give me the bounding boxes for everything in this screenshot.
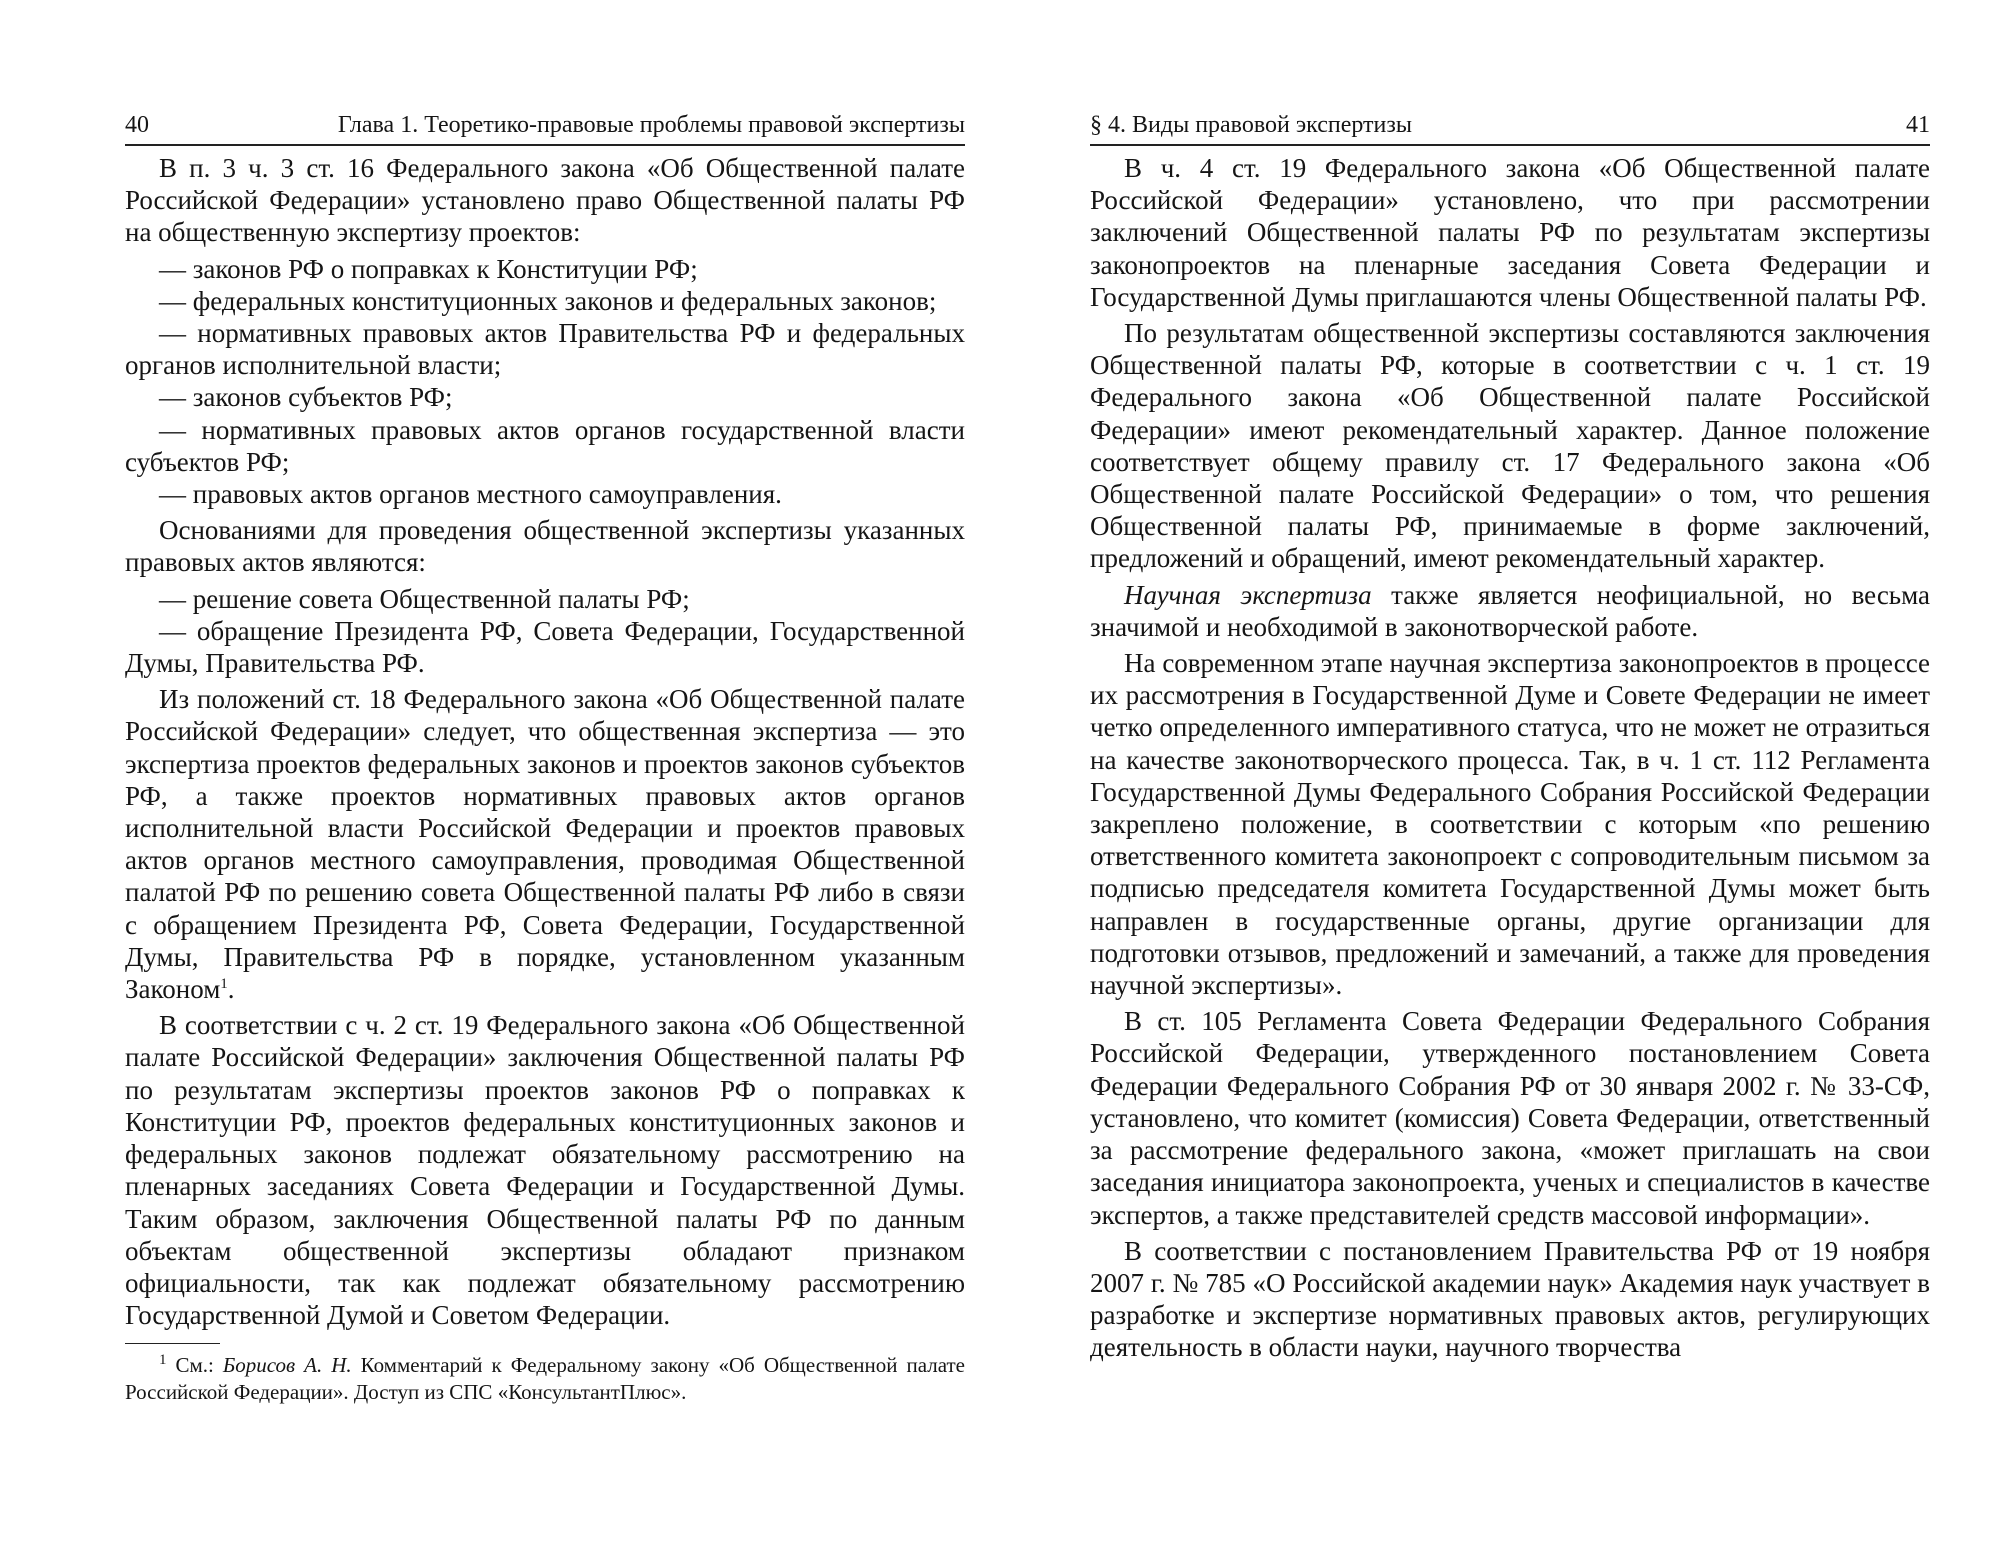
footnote-prefix: См.: xyxy=(175,1353,214,1378)
footnote-author: Борисов А. Н. xyxy=(222,1353,352,1378)
list-item: — законов РФ о поправках к Конституции РФ; xyxy=(159,253,698,284)
paragraph: В соответствии с ч. 2 ст. 19 Федерального закона «Об Общественной палате Российской Федерации» заключения Общественной палаты РФ по результатам экспертизы проектов законов РФ о поправках к Конституции РФ, проектов федеральных конституционных законов и федеральных законов подлежат обязательному рассмотрению на пленарных заседаниях Совета Федерации и Государственной Думы. Таким образом, заключения Общественной палаты РФ по данным объектам общественной экспертизы обладают признаком официальности, так как подлежат обязательному рассмотрению Государственной Думой и Советом Федерации. xyxy=(125,1010,965,1331)
list-item: — решение совета Общественной палаты РФ; xyxy=(159,583,690,614)
left-running-head xyxy=(125,110,965,146)
list-item: — нормативных правовых актов органов государственной власти субъектов РФ; xyxy=(125,414,965,477)
paragraph: Основаниями для проведения общественной экспертизы указанных правовых актов являются: xyxy=(125,515,965,578)
footnote-marker: 1 xyxy=(159,1352,167,1369)
footnote-text: Комментарий к Федеральному закону «Об Общественной палате Российской Федерации». Доступ из СПС «КонсультантПлюс». xyxy=(125,1353,965,1405)
paragraph: На современном этапе научная экспертиза законопроектов в процессе их рассмотрения в Государственной Думе и Совете Федерации не имеет четко определенного императивного статуса, что не может не отразиться на качестве законотворческого процесса. Так, в ч. 1 ст. 112 Регламента Государственной Думы Федерального Собрания Российской Федерации закреплено положение, в соответствии с которым «по решению ответственного комитета законопроект с сопроводительным письмом за подписью председателя комитета Государственной Думы может быть направлен в государственные органы, другие организации для подготовки отзывов, предложений и замечаний, а также для проведения научной экспертизы». xyxy=(1090,648,1930,1001)
paragraph-text: Из положений ст. 18 Федерального закона «Об Общественной палате Российской Федерации» следует, что общественная экспертиза — это экспертиза проектов федеральных законов и проектов законов субъектов РФ, а также проектов нормативных правовых актов органов исполнительной власти Российской Федерации и проектов правовых актов органов местного самоуправления, проводимая Общественной палатой РФ по решению совета Общественной палаты РФ либо в связи с обращением Президента РФ, Совета Федерации, Государственной Думы, Правительства РФ в порядке, установленном указанным Законом xyxy=(125,684,965,1005)
footnote-ref: 1 xyxy=(220,976,228,993)
paragraph: В соответствии с постановлением Правительства РФ от 19 ноября 2007 г. № 785 «О Российской академии наук» Академия наук участвует в разработке и экспертизе нормативных правовых актов, регулирующих деятельность в области науки, научного творчества xyxy=(1090,1235,1930,1363)
list-item: — нормативных правовых актов Правительства РФ и федеральных органов исполнительной власти; xyxy=(125,318,965,381)
footnote xyxy=(125,1352,965,1406)
paragraph: По результатам общественной экспертизы составляются заключения Общественной палаты РФ, которые в соответствии с ч. 1 ст. 19 Федерального закона «Об Общественной палате Российской Федерации» имеют рекомендательный характер. Данное положение соответствует общему правилу ст. 17 Федерального закона «Об Общественной палате Российской Федерации» о том, что решения Общественной палаты РФ, принимаемые в форме заключений, предложений и обращений, имеют рекомендательный характер. xyxy=(1090,318,1930,574)
paragraph: В п. 3 ч. 3 ст. 16 Федерального закона «Об Общественной палате Российской Федерации» установлено право Общественной палаты РФ на общественную экспертизу проектов: xyxy=(125,153,965,248)
list-item: — обращение Президента РФ, Совета Федерации, Государственной Думы, Правительства РФ. xyxy=(125,615,965,679)
page-number: 40 xyxy=(125,112,149,138)
paragraph: В ст. 105 Регламента Совета Федерации Федерального Собрания Российской Федерации, утвержденного постановлением Совета Федерации Федерального Собрания РФ от 30 января 2002 г. № 33-СФ, установлено, что комитет (комиссия) Совета Федерации, ответственный за рассмотрение федерального закона, «может приглашать на свои заседания инициатора законопроекта, ученых и специалистов в качестве экспертов, а также представителей средств массовой информации». xyxy=(1090,1006,1930,1230)
paragraph: В ч. 4 ст. 19 Федерального закона «Об Общественной палате Российской Федерации» установлено, что при рассмотрении заключений Общественной палаты РФ по результатам экспертизы законопроектов на пленарные заседания Совета Федерации и Государственной Думы приглашаются члены Общественной палаты РФ. xyxy=(1090,153,1930,312)
footnote-separator xyxy=(125,1343,220,1344)
paragraph-italic-lead xyxy=(1090,579,1930,643)
italic-term: Научная экспертиза xyxy=(1124,579,1372,610)
chapter-title: Глава 1. Теоретико-правовые проблемы правовой экспертизы xyxy=(337,112,965,138)
page-number: 41 xyxy=(1906,112,1930,138)
right-page xyxy=(1090,110,1930,1368)
left-page xyxy=(125,110,965,1406)
list-item: — федеральных конституционных законов и федеральных законов; xyxy=(159,285,937,316)
right-page-body xyxy=(1090,152,1930,1364)
paragraph-text: также является неофициальной, но весьма значимой и необходимой в законотворческой работе. xyxy=(1090,579,1931,642)
section-title: § 4. Виды правовой экспертизы xyxy=(1090,112,1412,138)
right-running-head xyxy=(1090,110,1930,146)
list-item: — законов субъектов РФ; xyxy=(159,382,453,413)
paragraph-with-footnote: Из положений ст. 18 Федерального закона «Об Общественной палате Российской Федерации» следует, что общественная экспертиза — это экспертиза проектов федеральных законов и проектов законов субъектов РФ, а также проектов нормативных правовых актов органов исполнительной власти Российской Федерации и проектов правовых актов органов местного самоуправления, проводимая Общественной палатой РФ по решению совета Общественной палаты РФ либо в связи с обращением Президента РФ, Совета Федерации, Государственной Думы, Правительства РФ в порядке, установленном указанным Законом$^1$. xyxy=(125,684,965,1005)
list-item: — правовых актов органов местного самоуправления. xyxy=(159,479,782,510)
left-page-body xyxy=(125,152,965,1331)
